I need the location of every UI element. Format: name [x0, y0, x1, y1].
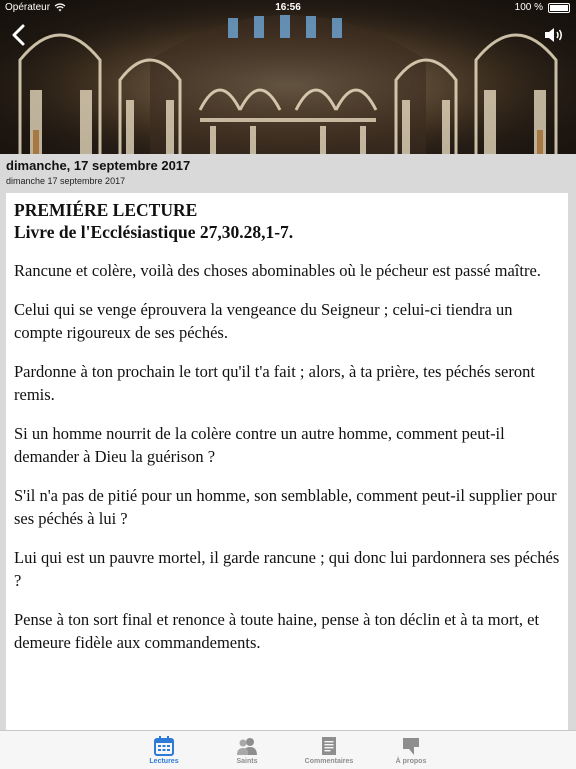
speaker-icon — [544, 26, 566, 44]
battery-percentage: 100 % — [514, 2, 543, 13]
clock: 16:56 — [275, 2, 301, 13]
basilica-interior-image — [0, 0, 576, 154]
info-icon — [400, 735, 422, 757]
tab-bar — [0, 730, 576, 769]
tab-saints[interactable] — [207, 731, 287, 769]
tab-label: À propos — [395, 758, 427, 765]
reading-paragraph: Pense à ton sort final et renonce à toute haine, pense à ton déclin et à ta mort, et demeure fidèle aux commandements. — [14, 610, 540, 652]
back-button[interactable] — [8, 22, 32, 48]
date-title: dimanche, 17 septembre 2017 — [6, 158, 191, 173]
people-icon — [236, 735, 258, 757]
carrier-label: Opérateur — [5, 2, 51, 13]
reading-paragraph: Rancune et colère, voilà des choses abominables où le pécheur est passé maître. — [14, 261, 541, 280]
tab-label: Saints — [236, 758, 258, 765]
reading-paragraph: S'il n'a pas de pitié pour un homme, son semblable, comment peut-il supplier pour ses péchés à lui ? — [14, 486, 557, 528]
reading-paragraph: Pardonne à ton prochain le tort qu'il t'a fait ; alors, à ta prière, tes péchés seront remis. — [14, 362, 535, 404]
chevron-left-icon — [8, 22, 32, 48]
audio-button[interactable] — [544, 26, 566, 44]
tab-commentaires[interactable] — [289, 731, 369, 769]
reading-paragraph: Si un homme nourrit de la colère contre un autre homme, comment peut-il demander à Dieu la guérison ? — [14, 424, 505, 466]
calendar-icon — [153, 735, 175, 757]
document-icon — [318, 735, 340, 757]
battery-icon — [548, 3, 570, 13]
reading-reference: Livre de l'Ecclésiastique 27,30.28,1-7. — [14, 222, 294, 242]
status-bar — [0, 0, 576, 16]
tab-label: Commentaires — [304, 758, 354, 765]
reading-paragraph: Celui qui se venge éprouvera la vengeance du Seigneur ; celui-ci tiendra un compte rigoureux de ses péchés. — [14, 300, 513, 342]
date-header — [0, 154, 576, 192]
date-subtitle: dimanche 17 septembre 2017 — [6, 176, 126, 186]
tab-a-propos[interactable] — [371, 731, 451, 769]
reading-heading: PREMIÉRE LECTURE — [14, 200, 198, 220]
tab-label: Lectures — [149, 758, 179, 765]
reading-paragraph: Lui qui est un pauvre mortel, il garde rancune ; qui donc lui pardonnera ses péchés ? — [14, 548, 560, 590]
header-image — [0, 0, 576, 154]
tab-lectures[interactable] — [124, 731, 204, 769]
reading-content[interactable] — [6, 193, 568, 730]
